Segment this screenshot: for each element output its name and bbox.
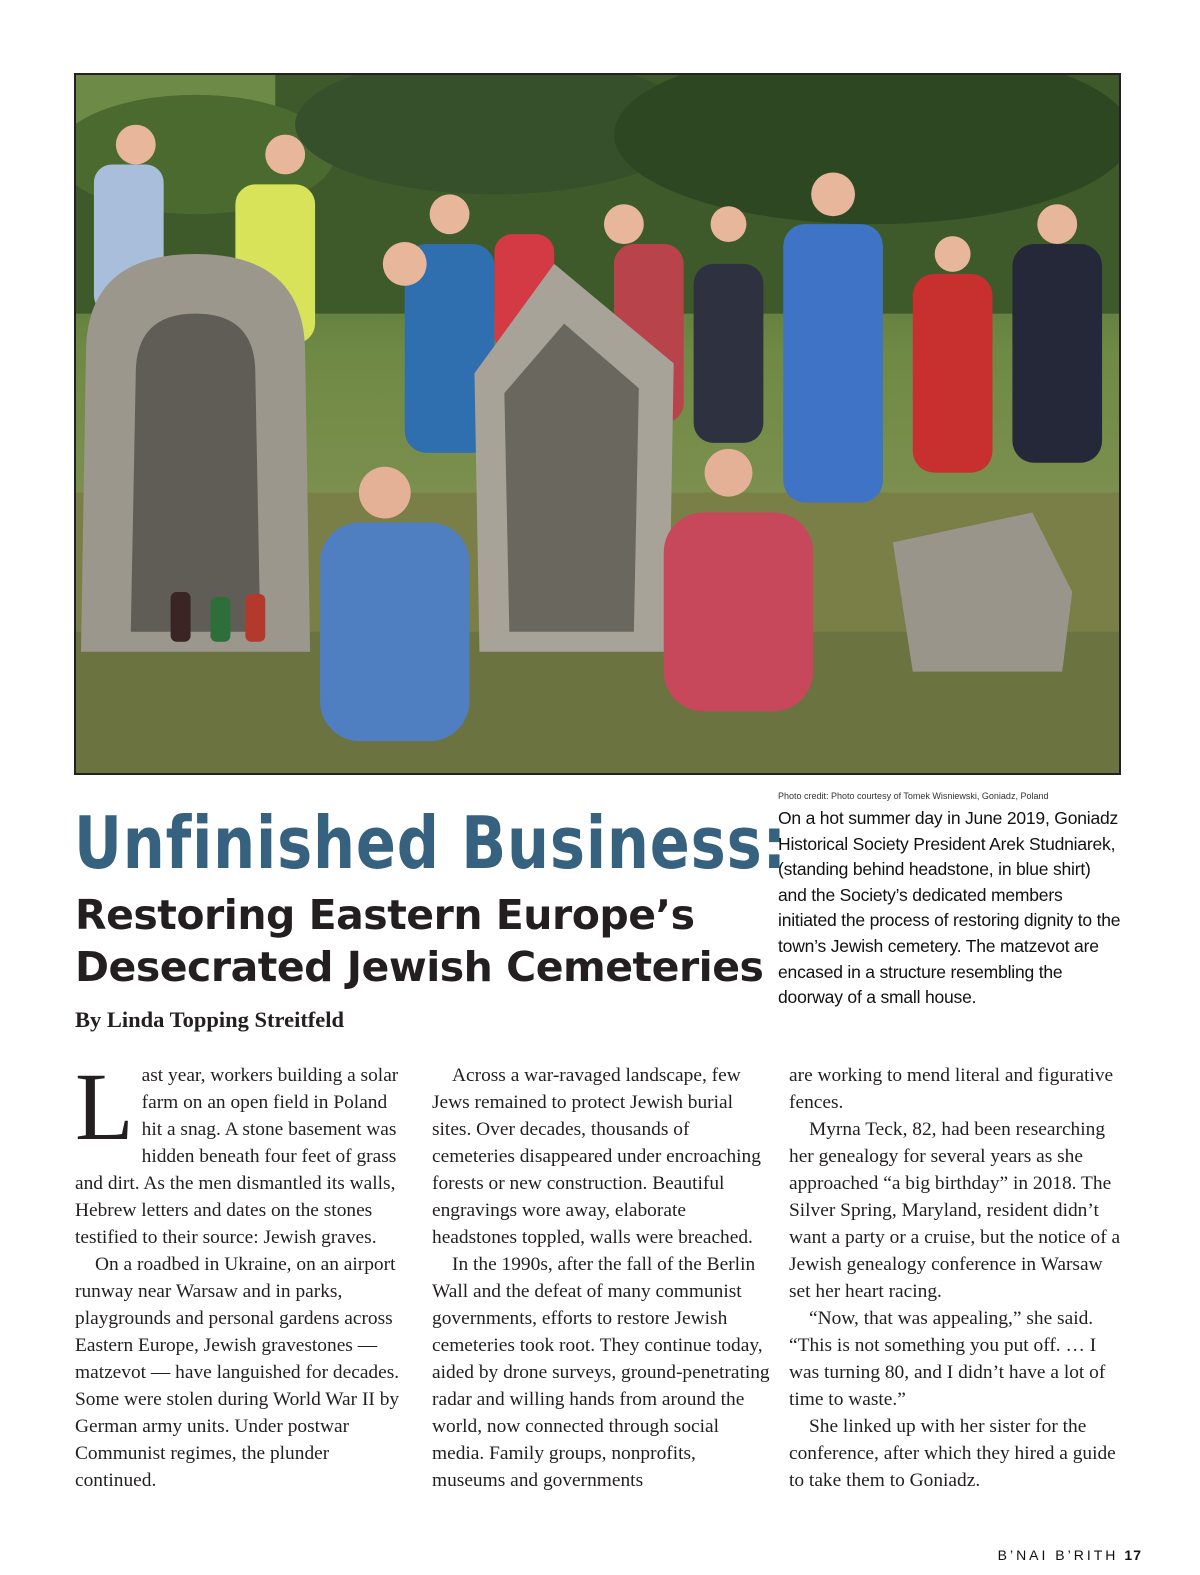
article-column-3 bbox=[789, 1062, 1124, 1494]
paragraph: are working to mend literal and figurative fences. bbox=[789, 1065, 1114, 1113]
paragraph: She linked up with her sister for the conference, after which they hired a guide to take them to Goniadz. bbox=[789, 1416, 1116, 1491]
byline: By Linda Topping Streitfeld bbox=[75, 1007, 345, 1032]
article-column-2 bbox=[432, 1062, 772, 1494]
article-column-1 bbox=[75, 1053, 408, 1494]
subhead: Restoring Eastern Europe’s Desecrated Jewish Cemeteries bbox=[75, 891, 764, 991]
photo-caption: On a hot summer day in June 2019, Goniadz Historical Society President Arek Studniarek, (standing behind headstone, in blue shirt) and the Society’s dedicated members initiated the process of restoring dignity to the town’s Jewish cemetery. The matzevot are encased in a structure resembling the doorway of a small house. bbox=[778, 808, 1121, 1008]
paragraph: Across a war-ravaged landscape, few Jews remained to protect Jewish burial sites. Over decades, thousands of cemeteries disappeared under encroaching forests or new construction. Beautiful engravings wore away, elaborate headstones toppled, walls were breached. bbox=[432, 1065, 761, 1248]
paragraph: Myrna Teck, 82, had been researching her genealogy for several years as she approached “a big birthday” in 2018. The Silver Spring, Maryland, resident didn’t want a party or a cruise, but the notice of a Jewish genealogy conference in Warsaw set her heart racing. bbox=[789, 1119, 1121, 1302]
magazine-name: B’NAI B’RITH bbox=[997, 1547, 1119, 1563]
drop-cap: L bbox=[75, 1053, 134, 1160]
paragraph-text: ast year, workers building a solar farm on an open field in Poland hit a snag. A stone basement was hidden beneath four feet of grass and dirt. As the men dismantled its walls, Hebrew letters and dates on the stones testified to their source: Jewish graves. bbox=[75, 1065, 399, 1248]
photo-credit: Photo credit: Photo courtesy of Tomek Wisniewski, Goniadz, Poland bbox=[778, 791, 1049, 801]
cemetery-group-photo-icon bbox=[76, 75, 1119, 773]
paragraph: On a roadbed in Ukraine, on an airport runway near Warsaw and in parks, playgrounds and personal gardens across Eastern Europe, Jewish gravestones — matzevot — have languished for decades. Some were stolen during World War II by German army units. Under postwar Communist regimes, the plunder continued. bbox=[75, 1254, 400, 1491]
page-folio bbox=[998, 1547, 1142, 1563]
paragraph: In the 1990s, after the fall of the Berlin Wall and the defeat of many communist governments, efforts to restore Jewish cemeteries took root. They continue today, aided by drone surveys, ground-penetrating radar and willing hands from around the world, now connected through social media. Family groups, nonprofits, museums and governments bbox=[432, 1254, 770, 1491]
cemetery-photo bbox=[74, 73, 1121, 775]
paragraph: “Now, that was appealing,” she said. “This is not something you put off. … I was turning 80, and I didn’t have a lot of time to waste.” bbox=[789, 1308, 1106, 1410]
page-number: 17 bbox=[1124, 1547, 1142, 1563]
paragraph bbox=[75, 1053, 408, 1251]
headline: Unfinished Business: bbox=[74, 801, 787, 885]
